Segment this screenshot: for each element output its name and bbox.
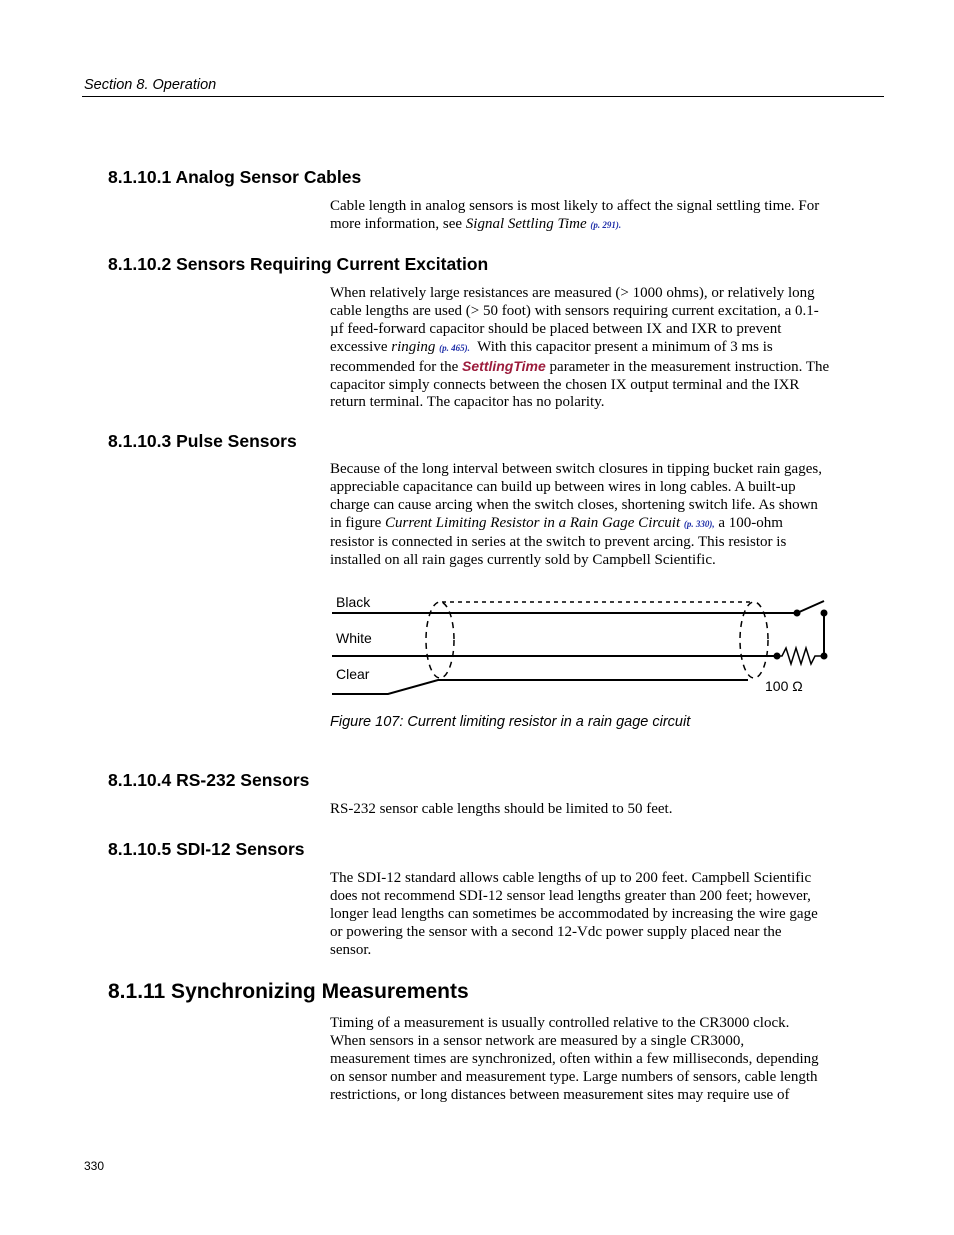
figure-caption: Figure 107: Current limiting resistor in a rain gage circuit bbox=[330, 714, 691, 730]
paragraph-current-excitation bbox=[330, 285, 845, 412]
paragraph-sdi12-sensors bbox=[330, 870, 845, 960]
text-span: in figure bbox=[330, 514, 385, 531]
text-line: charge can cause arcing when the switch closes, shortening switch life. As shown bbox=[330, 496, 818, 513]
resistor-label: 100 Ω bbox=[765, 678, 803, 694]
text-line: capacitor simply connects between the chosen IX output terminal and the IXR bbox=[330, 376, 800, 393]
figure-rain-gage-circuit bbox=[330, 590, 840, 700]
wire-label-clear: Clear bbox=[336, 666, 370, 682]
keyword-settlingtime[interactable]: SettlingTime bbox=[462, 357, 546, 374]
header-rule bbox=[82, 96, 884, 97]
text-line: return terminal. The capacitor has no polarity. bbox=[330, 394, 605, 411]
text-line: Because of the long interval between switch closures in tipping bucket rain gages, bbox=[330, 461, 822, 477]
heading-pulse-sensors: 8.1.10.3 Pulse Sensors bbox=[108, 431, 297, 451]
paragraph-analog-sensor-cables bbox=[330, 198, 845, 235]
text-line: sensor. bbox=[330, 941, 372, 958]
text-line: longer lead lengths can sometimes be accommodated by increasing the wire gage bbox=[330, 905, 818, 922]
text-line: installed on all rain gages currently sold by Campbell Scientific. bbox=[330, 551, 716, 568]
heading-synchronizing-measurements: 8.1.11 Synchronizing Measurements bbox=[108, 980, 469, 1003]
text-span: recommended for the bbox=[330, 358, 463, 375]
text-span: more information, see bbox=[330, 215, 466, 232]
circuit-diagram bbox=[330, 590, 840, 700]
text-line: When sensors in a sensor network are measured by a single CR3000, bbox=[330, 1032, 745, 1049]
wire-label-white: White bbox=[336, 630, 372, 646]
paragraph-synchronizing-measurements bbox=[330, 1015, 845, 1105]
text-line: RS-232 sensor cable lengths should be limited to 50 feet. bbox=[330, 801, 673, 817]
text-line bbox=[330, 358, 845, 377]
page-ref-link[interactable]: (p. 330), bbox=[683, 518, 715, 529]
heading-rs232-sensors: 8.1.10.4 RS-232 Sensors bbox=[108, 770, 310, 790]
heading-sdi12-sensors: 8.1.10.5 SDI-12 Sensors bbox=[108, 839, 305, 859]
text-line: restrictions, or long distances between measurement sites may require use of bbox=[330, 1086, 790, 1103]
text-line: does not recommend SDI-12 sensor lead lengths greater than 200 feet; however, bbox=[330, 887, 811, 904]
text-line: or powering the sensor with a second 12-Vdc power supply placed near the bbox=[330, 923, 782, 940]
paragraph-pulse-sensors bbox=[330, 461, 845, 569]
xref-link-ringing[interactable]: ringing bbox=[391, 338, 436, 355]
text-span: a 100-ohm bbox=[714, 514, 783, 531]
text-line bbox=[330, 339, 845, 358]
text-line: measurement times are synchronized, often within a few milliseconds, depending bbox=[330, 1050, 819, 1067]
text-span: excessive bbox=[330, 338, 392, 355]
text-line: cable lengths are used (> 50 foot) with sensors requiring current excitation, a 0.1- bbox=[330, 302, 819, 319]
text-line: When relatively large resistances are measured (> 1000 ohms), or relatively long bbox=[330, 285, 815, 301]
text-line: resistor is connected in series at the switch to prevent arcing. This resistor is bbox=[330, 533, 787, 550]
text-line bbox=[330, 515, 845, 534]
page-number: 330 bbox=[84, 1159, 105, 1173]
xref-link-signal-settling-time[interactable]: Signal Settling Time bbox=[465, 215, 587, 232]
switch-lever bbox=[797, 601, 824, 613]
xref-link-figure-107[interactable]: Current Limiting Resistor in a Rain Gage Circuit bbox=[384, 514, 681, 531]
paragraph-rs232-sensors bbox=[330, 801, 845, 819]
heading-current-excitation: 8.1.10.2 Sensors Requiring Current Excitation bbox=[108, 254, 489, 274]
resistor-terminal bbox=[821, 653, 828, 660]
heading-analog-sensor-cables: 8.1.10.1 Analog Sensor Cables bbox=[108, 167, 362, 187]
resistor-zigzag bbox=[777, 648, 824, 664]
page-ref-link[interactable]: (p. 465). bbox=[439, 342, 470, 353]
text-span: parameter in the measurement instruction. The bbox=[545, 358, 830, 375]
text-line: µf feed-forward capacitor should be placed between IX and IXR to prevent bbox=[330, 320, 782, 337]
running-header: Section 8. Operation bbox=[84, 77, 217, 93]
text-line: The SDI-12 standard allows cable lengths of up to 200 feet. Campbell Scientific bbox=[330, 870, 812, 886]
text-line: on sensor number and measurement type. Large numbers of sensors, cable length bbox=[330, 1068, 818, 1085]
wire-clear bbox=[332, 680, 748, 694]
text-line: Timing of a measurement is usually controlled relative to the CR3000 clock. bbox=[330, 1015, 790, 1031]
text-line: appreciable capacitance can build up between wires in long cables. A built-up bbox=[330, 478, 796, 495]
text-line: Cable length in analog sensors is most likely to affect the signal settling time. For bbox=[330, 198, 820, 214]
page-ref-link[interactable]: (p. 291). bbox=[590, 219, 622, 230]
text-span: With this capacitor present a minimum of 3 ms is bbox=[469, 338, 773, 355]
text-line bbox=[330, 216, 845, 235]
wire-label-black: Black bbox=[336, 594, 371, 610]
